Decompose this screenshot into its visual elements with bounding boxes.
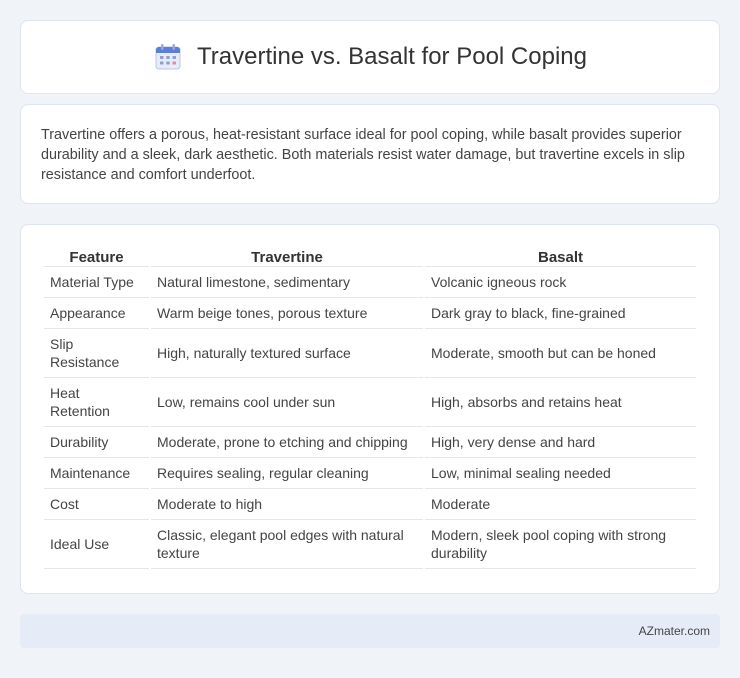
basalt-cell: Modern, sleek pool coping with strong durability <box>425 520 696 569</box>
footer-brand: AZmater.com <box>638 624 710 638</box>
travertine-cell: Requires sealing, regular cleaning <box>151 458 423 489</box>
table-row <box>44 458 696 489</box>
feature-cell: Cost <box>44 489 149 520</box>
page-title: Travertine vs. Basalt for Pool Coping <box>197 43 587 70</box>
comparison-table-card <box>20 224 720 594</box>
table-row <box>44 520 696 569</box>
table-header-row <box>44 245 696 267</box>
basalt-cell: High, very dense and hard <box>425 427 696 458</box>
table-row <box>44 329 696 378</box>
table-row <box>44 298 696 329</box>
basalt-cell: Low, minimal sealing needed <box>425 458 696 489</box>
travertine-cell: Moderate to high <box>151 489 423 520</box>
travertine-cell: Moderate, prone to etching and chipping <box>151 427 423 458</box>
basalt-cell: Moderate, smooth but can be honed <box>425 329 696 378</box>
travertine-cell: Natural limestone, sedimentary <box>151 267 423 298</box>
basalt-cell: Dark gray to black, fine-grained <box>425 298 696 329</box>
header-card <box>20 20 720 94</box>
intro-card <box>20 104 720 204</box>
intro-paragraph: Travertine offers a porous, heat-resistant surface ideal for pool coping, while basalt provides superior durability and a sleek, dark aesthetic. Both materials resist water damage, but travertine excels in slip resistance and comfort underfoot. <box>41 127 685 183</box>
title-wrap <box>153 42 587 72</box>
feature-cell: Durability <box>44 427 149 458</box>
feature-cell: Maintenance <box>44 458 149 489</box>
travertine-cell: Warm beige tones, porous texture <box>151 298 423 329</box>
header-feature: Feature <box>44 245 149 267</box>
feature-cell: Slip Resistance <box>44 329 149 378</box>
basalt-cell: High, absorbs and retains heat <box>425 378 696 427</box>
comparison-table <box>42 245 698 569</box>
feature-cell: Appearance <box>44 298 149 329</box>
header-travertine: Travertine <box>151 245 423 267</box>
feature-cell: Ideal Use <box>44 520 149 569</box>
footer-bar <box>20 614 720 648</box>
table-row <box>44 378 696 427</box>
basalt-cell: Moderate <box>425 489 696 520</box>
table-row <box>44 489 696 520</box>
feature-cell: Material Type <box>44 267 149 298</box>
basalt-cell: Volcanic igneous rock <box>425 267 696 298</box>
header-basalt: Basalt <box>425 245 696 267</box>
travertine-cell: Classic, elegant pool edges with natural texture <box>151 520 423 569</box>
calendar-icon <box>153 42 183 72</box>
table-row <box>44 267 696 298</box>
feature-cell: Heat Retention <box>44 378 149 427</box>
travertine-cell: High, naturally textured surface <box>151 329 423 378</box>
travertine-cell: Low, remains cool under sun <box>151 378 423 427</box>
table-row <box>44 427 696 458</box>
